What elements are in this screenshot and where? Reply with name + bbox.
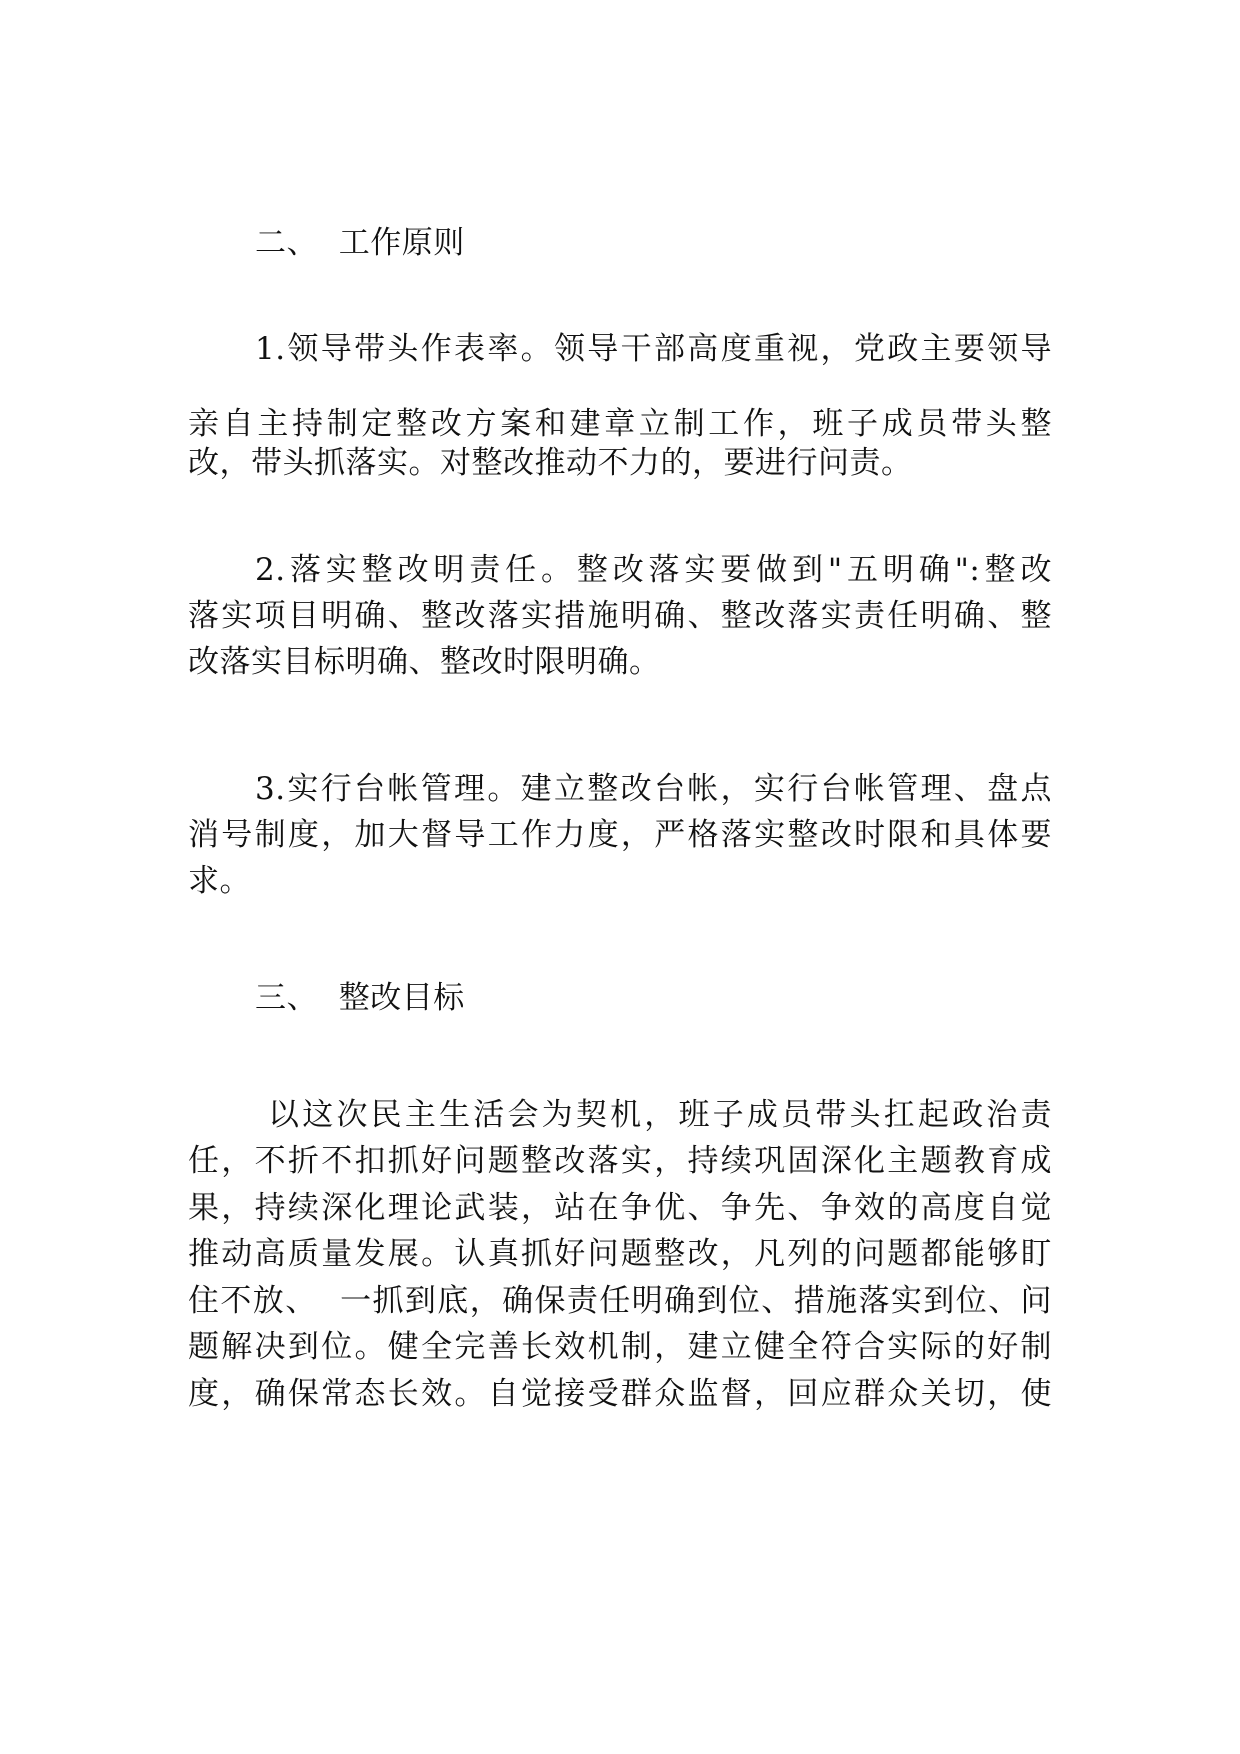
paragraph-line: 推动高质量发展。认真抓好问题整改，凡列的问题都能够盯 xyxy=(188,1236,1052,1272)
paragraph-line: 亲自主持制定整改方案和建章立制工作，班子成员带头整 xyxy=(188,406,1052,442)
paragraph-line: 任，不折不扣抓好问题整改落实，持续巩固深化主题教育成 xyxy=(188,1143,1052,1179)
paragraph-line: 1.领导带头作表率。领导干部高度重视，党政主要领导 xyxy=(255,331,1052,367)
paragraph-line: 改落实目标明确、整改时限明确。 xyxy=(188,644,661,680)
paragraph-line: 3.实行台帐管理。建立整改台帐，实行台帐管理、盘点 xyxy=(255,771,1052,807)
paragraph-line: 住不放、 一抓到底，确保责任明确到位、措施落实到位、问 xyxy=(188,1283,1052,1319)
paragraph-line: 以这次民主生活会为契机，班子成员带头扛起政治责 xyxy=(255,1097,1052,1133)
paragraph-line: 2.落实整改明责任。整改落实要做到"五明确":整改 xyxy=(255,552,1052,588)
paragraph-line: 果，持续深化理论武装，站在争优、争先、争效的高度自觉 xyxy=(188,1190,1052,1226)
paragraph-line: 消号制度，加大督导工作力度，严格落实整改时限和具体要 xyxy=(188,817,1052,853)
paragraph-line: 改，带头抓落实。对整改推动不力的，要进行问责。 xyxy=(188,445,913,481)
section-heading: 三、 整改目标 xyxy=(255,980,465,1016)
paragraph-line: 题解决到位。健全完善长效机制，建立健全符合实际的好制 xyxy=(188,1329,1052,1365)
section-heading: 二、 工作原则 xyxy=(255,225,465,261)
paragraph-line: 落实项目明确、整改落实措施明确、整改落实责任明确、整 xyxy=(188,598,1052,634)
paragraph-line: 求。 xyxy=(188,863,251,899)
paragraph-line: 度，确保常态长效。自觉接受群众监督，回应群众关切，使 xyxy=(188,1376,1052,1412)
